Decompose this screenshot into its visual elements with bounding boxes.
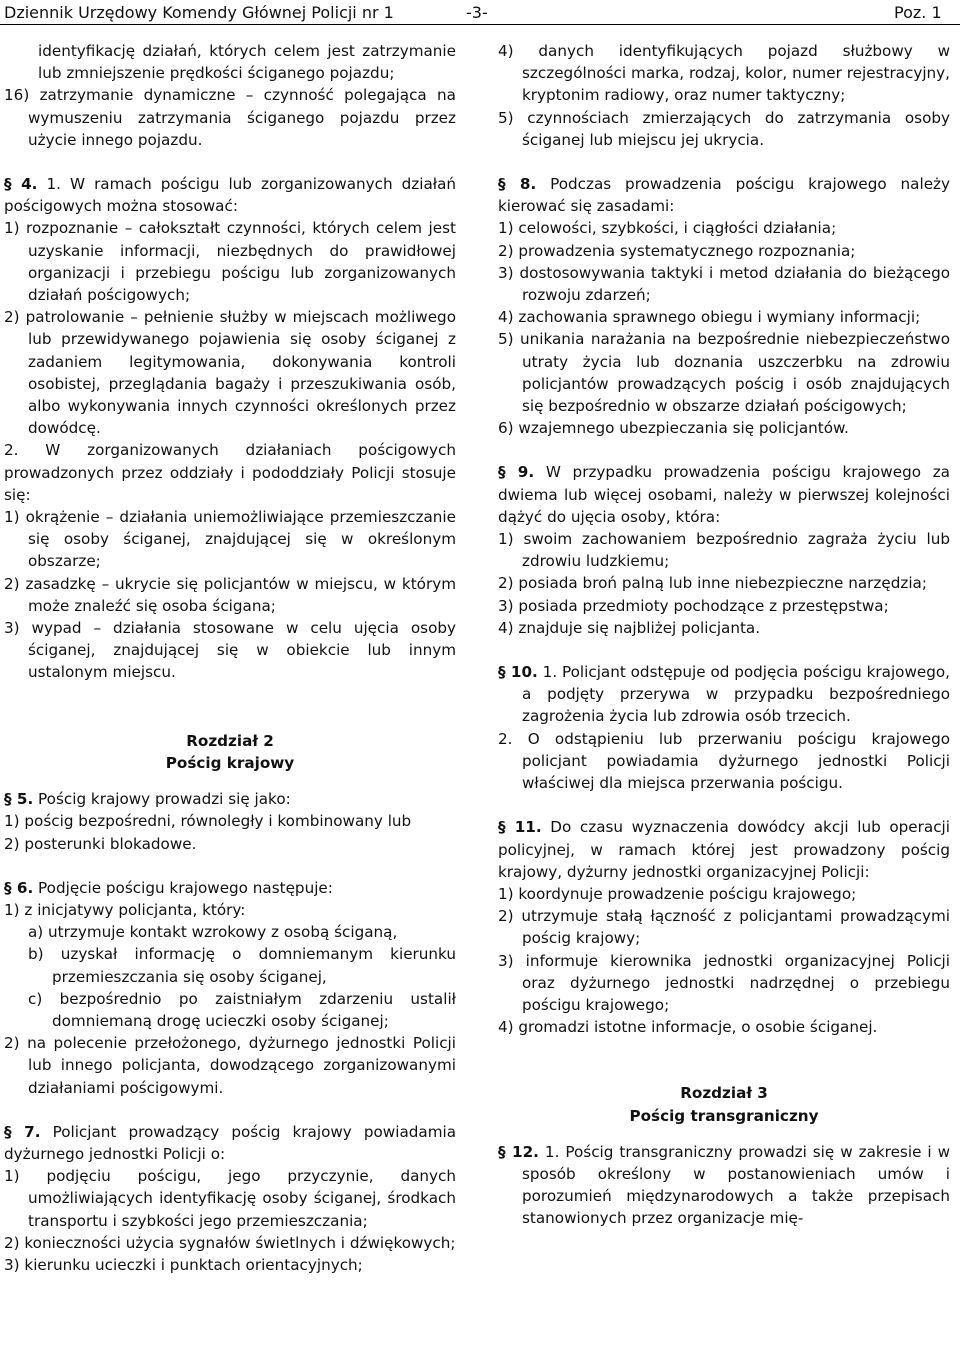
section-8: § 8. Podczas prowadzenia pościgu krajowego należy kierować się zasadami: (498, 175, 950, 216)
page-header (0, 0, 960, 26)
list-subitem: a) utrzymuje kontakt wzrokowy z osobą ściganą, (28, 923, 398, 942)
section-number: § 6. (4, 878, 34, 897)
section-number: § 7. (4, 1122, 41, 1141)
list-item: 4) danych identyfikujących pojazd służbowy w szczególności marka, rodzaj, kolor, numer rejestracyjny, kryptonim radiowy, oraz numer taktyczny; (498, 42, 950, 105)
list-item: 1) z inicjatywy policjanta, który: (4, 900, 246, 919)
page-number: -3- (466, 3, 488, 22)
list-item: 2) posiada broń palną lub inne niebezpieczne narzędzia; (498, 574, 927, 593)
list-item: 2) konieczności użycia sygnałów świetlnych i dźwiękowych; (4, 1233, 456, 1252)
section-9: § 9. W przypadku prowadzenia pościgu krajowego za dwiema lub więcej osobami, należy w pierwszej kolejności dążyć do ujęcia osoby, która: (498, 463, 950, 526)
list-item: 5) unikania narażania na bezpośrednie niebezpieczeństwo utraty życia lub doznania uszczerbku na zdrowiu policjantów prowadzących pościg i osób znajdujących się bezpośrednio w obszarze działań pościgowych; (498, 330, 950, 416)
section-12: § 12. 1. Pościg transgraniczny prowadzi się w zakresie i w sposób określony w postanowieniach umów i porozumień międzynarodowych a także przepisach stanowionych przez organizacje mię- (498, 1142, 951, 1228)
list-item: 2) na polecenie przełożonego, dyżurnego jednostki Policji lub innego policjanta, dowodzącego zorganizowanymi działaniami pościgowymi. (4, 1034, 456, 1097)
list-item: 16) zatrzymanie dynamiczne – czynność polegająca na wymuszeniu zatrzymania ściganego pojazdu przez użycie innego pojazdu. (4, 86, 456, 149)
list-item: 2) prowadzenia systematycznego rozpoznania; (498, 241, 856, 260)
list-item: 1) okrążenie – działania uniemożliwiające przemieszczanie się osoby ściganej, znajdującej się w określonym obszarze; (4, 508, 456, 571)
list-item: 1) podjęciu pościgu, jego przyczynie, danych umożliwiających identyfikację osoby ściganej, środkach transportu i szybkości jego przemieszczania; (4, 1167, 456, 1230)
list-item: 4) znajduje się najbliżej policjanta. (498, 618, 761, 637)
list-subitem: b) uzyskał informację o domniemanym kierunku przemieszczania się osoby ściganej, (28, 945, 456, 986)
paragraph: 2. W zorganizowanych działaniach pościgowych prowadzonych przez oddziały i pododdziały Policji stosuje się: (4, 441, 456, 504)
section-number: § 4. (4, 175, 38, 194)
left-column (4, 40, 456, 1276)
list-item: 3) dostosowywania taktyki i metod działania do bieżącego rozwoju zdarzeń; (498, 263, 950, 305)
list-item: 4) zachowania sprawnego obiegu i wymiany informacji; (498, 308, 921, 327)
list-item: 2) utrzymuje stałą łączność z policjantami prowadzącymi pościg krajowy; (498, 907, 950, 948)
header-rule (0, 24, 960, 25)
journal-title: Dziennik Urzędowy Komendy Głównej Policji nr 1 (4, 3, 394, 22)
list-item: 3) kierunku ucieczki i punktach orientacyjnych; (4, 1255, 363, 1274)
section-number: § 12. (498, 1142, 539, 1161)
section-5: § 5. Pościg krajowy prowadzi się jako: (4, 790, 291, 809)
list-item: 5) czynnościach zmierzających do zatrzymania osoby ściganej lub miejscu jej ukrycia. (498, 108, 950, 149)
section-7: § 7. Policjant prowadzący pościg krajowy powiadamia dyżurnego jednostki Policji o: (4, 1122, 457, 1163)
list-item: 4) gromadzi istotne informacje, o osobie ściganej. (498, 1018, 878, 1037)
section-10: § 10. 1. Policjant odstępuje od podjęcia pościgu krajowego, a podjęty przerywa w przypadku bezpośredniego zagrożenia życia lub zdrowia osób trzecich. (498, 663, 950, 726)
list-item: 2) patrolowanie – pełnienie służby w miejscach możliwego lub przewidywanego pojawienia się osoby ściganej z zadaniem legitymowania, dokonywania kontroli osobistej, przeglądania bagaży i przeszukiwania osób, albo wykonywania innych czynności określonych przez dowódcę. (4, 308, 456, 438)
section-number: § 10. (498, 663, 538, 682)
list-item: 1) pościg bezpośredni, równoległy i kombinowany lub (4, 812, 412, 831)
chapter-title: Rozdział 2 (186, 731, 274, 750)
list-item: 3) wypad – działania stosowane w celu ujęcia osoby ściganej, znajdującej się w obiekcie lub innym ustalonym miejscu. (4, 619, 456, 682)
right-column (498, 40, 950, 1230)
paragraph: identyfikację działań, których celem jest zatrzymanie lub zmniejszenie prędkości ściganego pojazdu; (38, 42, 456, 83)
section-4: § 4. 1. W ramach pościgu lub zorganizowanych działań pościgowych można stosować: (4, 175, 457, 216)
section-number: § 11. (498, 818, 542, 837)
section-number: § 9. (498, 463, 535, 482)
list-item: 2) zasadzkę – ukrycie się policjantów w miejscu, w którym może znaleźć się osoba ścigana; (4, 574, 456, 615)
list-item: 2. O odstąpieniu lub przerwaniu pościgu krajowego policjant powiadamia dyżurnego jednostki Policji właściwej dla miejsca przerwania pościgu. (498, 729, 950, 793)
section-11: § 11. Do czasu wyznaczenia dowódcy akcji lub operacji policyjnej, w ramach której jest prowadzony pościg krajowy, dyżurny jednostki organizacyjnej Policji: (498, 818, 950, 881)
section-6: § 6. Podjęcie pościgu krajowego następuje: (4, 878, 333, 897)
list-item: 1) celowości, szybkości, i ciągłości działania; (498, 219, 837, 238)
chapter-title: Rozdział 3 (680, 1084, 768, 1103)
section-number: § 8. (498, 175, 537, 194)
list-item: 2) posterunki blokadowe. (4, 834, 197, 853)
section-number: § 5. (4, 790, 34, 809)
chapter-name: Pościg krajowy (165, 753, 295, 772)
list-item: 1) koordynuje prowadzenie pościgu krajowego; (498, 884, 857, 903)
chapter-name: Pościg transgraniczny (629, 1106, 819, 1125)
list-item: 1) rozpoznanie – całokształt czynności, których celem jest uzyskanie informacji, niezbędnych do prawidłowej organizacji i przebiegu pościgu lub zorganizowanych działań pościgowych; (4, 219, 456, 305)
list-item: 3) informuje kierownika jednostki organizacyjnej Policji oraz dyżurnego jednostki nadrzędnej o przebiegu pościgu krajowego; (498, 951, 950, 1014)
position-label: Poz. 1 (894, 3, 942, 22)
list-subitem: c) bezpośrednio po zaistniałym zdarzeniu ustalił domniemaną drogę ucieczki osoby ściganej; (28, 989, 456, 1030)
list-item: 6) wzajemnego ubezpieczania się policjantów. (498, 419, 849, 438)
list-item: 1) swoim zachowaniem bezpośrednio zagraża życiu lub zdrowiu ludzkiemu; (498, 530, 950, 571)
list-item: 3) posiada przedmioty pochodzące z przestępstwa; (498, 596, 889, 615)
